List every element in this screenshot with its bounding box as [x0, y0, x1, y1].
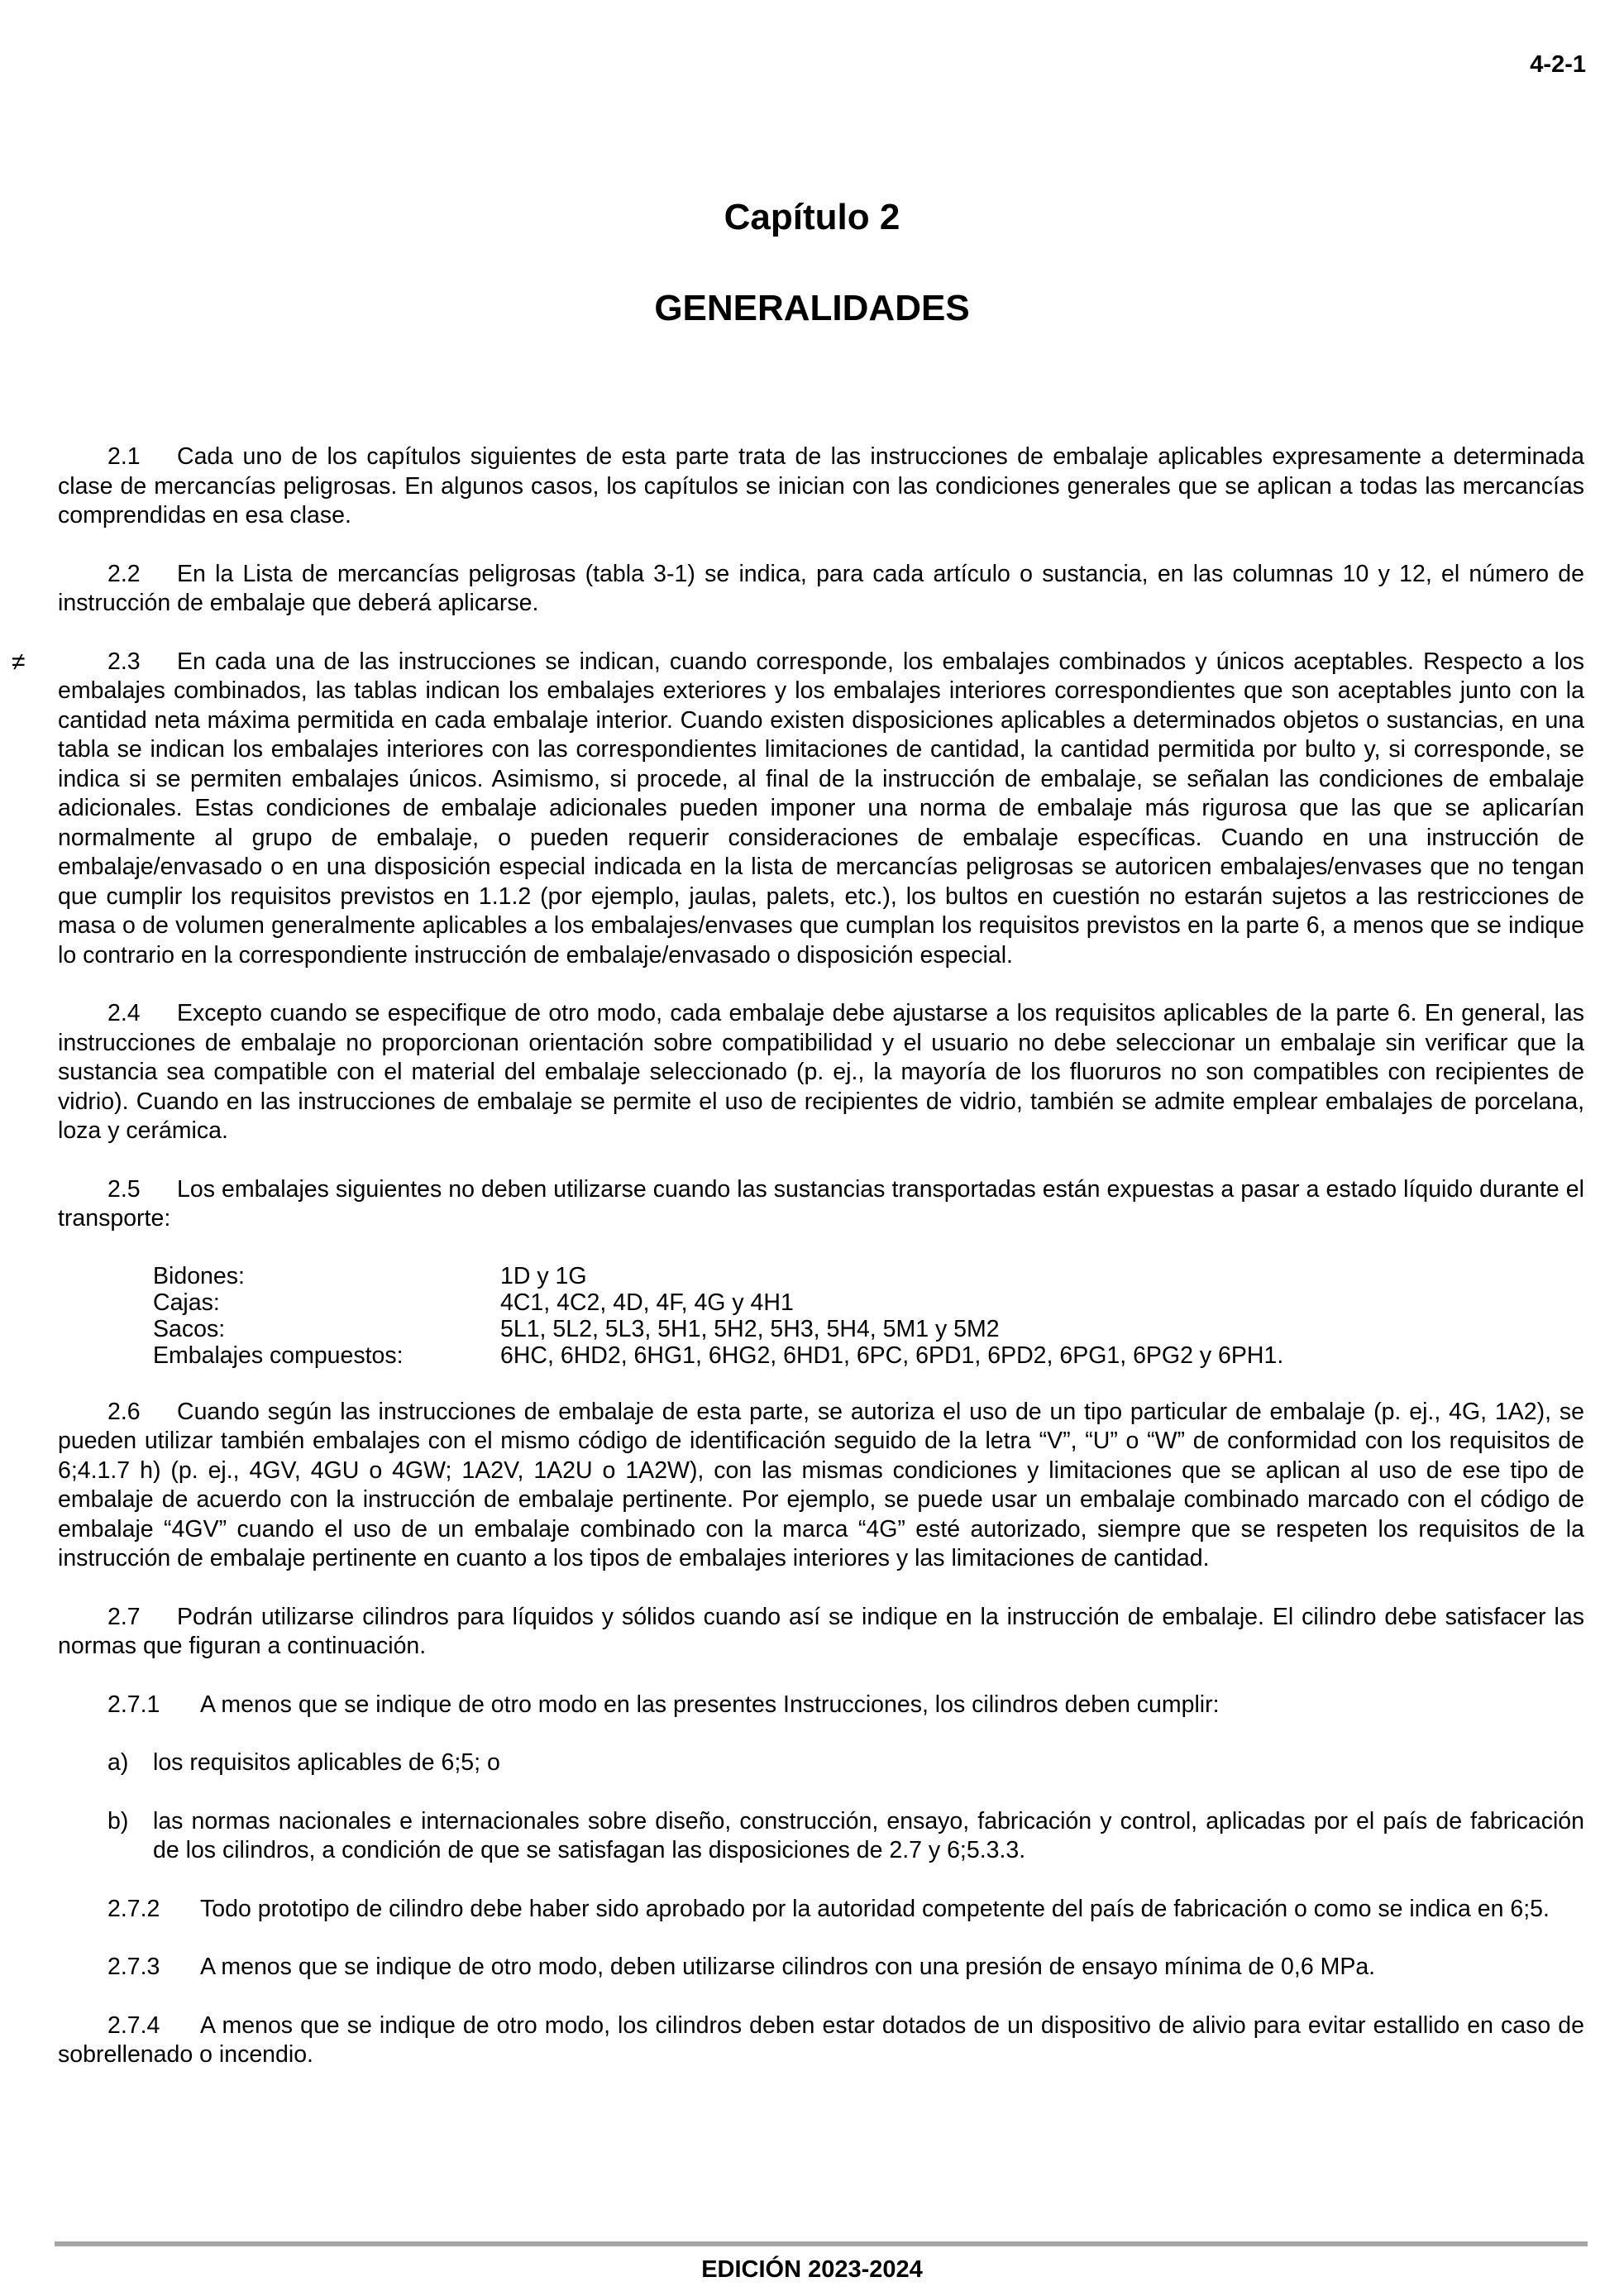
paragraph-number: 2.6: [107, 1398, 141, 1425]
paragraph-text: En cada una de las instrucciones se indican, cuando corresponde, los embalajes combinados y únicos aceptables. Respecto a los embalajes combinados, las tablas indican los embalajes exteriores y los embalajes interiores correspondientes que son aceptables junto con la cantidad neta máxima permitida en cada embalaje interior. Cuando existen disposiciones aplicables a determinados objetos o sustancias, en una tabla se indican los embalajes interiores con las correspondientes limitaciones de cantidad, la cantidad permitida por bulto y, si corresponde, se indica si se permiten embalajes únicos. Asimismo, si procede, al final de la instrucción de embalaje, se señalan las condiciones de embalaje adicionales. Estas condiciones de embalaje adicionales pueden imponer una norma de embalaje más rigurosa que las que se aplicarían normalmente al grupo de embalaje, o pueden requerir consideraciones de embalaje específicas. Cuando en una instrucción de embalaje/envasado o en una disposición especial indicada en la lista de mercancías peligrosas se autoricen embalajes/envases que no tengan que cumplir los requisitos previstos en 1.1.2 (por ejemplo, jaulas, palets, etc.), los bultos en cuestión no estarán sujetos a las restricciones de masa o de volumen generalmente aplicables a los embalajes/envases que cumplan los requisitos previstos en la parte 6, a menos que se indique lo contrario en la correspondiente instrucción de embalaje/envasado o disposición especial.: [58, 648, 1584, 969]
paragraph-number: 2.5: [107, 1175, 141, 1203]
chapter-title: Capítulo 2: [724, 197, 900, 237]
list-item-letter: b): [107, 1807, 129, 1834]
list-item: [58, 1807, 1584, 1866]
paragraph-2-7-1: [58, 1691, 1584, 1720]
paragraph-2-7: [58, 1603, 1584, 1662]
packaging-list: [153, 1263, 1283, 1369]
paragraph-text: Los embalajes siguientes no deben utilizarse cuando las sustancias transportadas están expuestas a pasar a estado líquido durante el transporte:: [58, 1175, 1584, 1232]
packaging-row: [153, 1316, 1283, 1342]
paragraph-text: En la Lista de mercancías peligrosas (tabla 3-1) se indica, para cada artículo o sustancia, en las columnas 10 y 12, el número de instrucción de embalaje que deberá aplicarse.: [58, 560, 1584, 616]
paragraph-2-2: [58, 560, 1584, 619]
packaging-type: Embalajes compuestos:: [153, 1342, 404, 1369]
packaging-type: Sacos:: [153, 1315, 226, 1342]
paragraph-2-7-3: [58, 1953, 1584, 1983]
paragraph-2-7-2: [58, 1895, 1584, 1925]
paragraph-number: 2.3: [107, 648, 141, 675]
paragraph-2-6: [58, 1398, 1584, 1574]
paragraph-number: 2.7.3: [107, 1954, 160, 1980]
paragraph-2-7-4: [58, 2011, 1584, 2070]
paragraph-text: A menos que se indique de otro modo, deben utilizarse cilindros con una presión de ensayo mínima de 0,6 MPa.: [200, 1954, 1376, 1980]
packaging-type: Cajas:: [153, 1289, 220, 1316]
paragraph-text: A menos que se indique de otro modo en las presentes Instrucciones, los cilindros deben cumplir:: [200, 1691, 1220, 1718]
packaging-codes: 1D y 1G: [500, 1262, 587, 1289]
change-mark: ≠: [12, 648, 26, 676]
chapter-subtitle: GENERALIDADES: [654, 288, 970, 328]
paragraph-2-1: [58, 442, 1584, 531]
paragraph-text: Cuando según las instrucciones de embalaje de esta parte, se autoriza el uso de un tipo particular de embalaje (p. ej., 4G, 1A2), se pueden utilizar también embalajes con el mismo código de identificación seguido de la letra “V”, “U” o “W” de conformidad con los requisitos de 6;4.1.7 h) (p. ej., 4GV, 4GU o 4GW; 1A2V, 1A2U o 1A2W), con las mismas condiciones y limitaciones que se aplican al uso de ese tipo de embalaje de acuerdo con la instrucción de embalaje pertinente. Por ejemplo, se puede usar un embalaje combinado marcado con el código de embalaje “4GV” cuando el uso de un embalaje combinado con la marca “4G” esté autorizado, siempre que se respeten los requisitos de la instrucción de embalaje pertinente en cuanto a los tipos de embalajes interiores y las limitaciones de cantidad.: [58, 1398, 1584, 1571]
list-item-letter: a): [107, 1749, 129, 1776]
page-number: 4-2-1: [1530, 51, 1586, 78]
edition-footer: EDICIÓN 2023-2024: [701, 2256, 923, 2283]
paragraph-number: 2.2: [107, 560, 141, 587]
paragraph-2-5: [58, 1175, 1584, 1234]
paragraph-2-3: [12, 648, 1584, 971]
footer-divider: [55, 2241, 1588, 2246]
packaging-type: Bidones:: [153, 1262, 245, 1289]
packaging-codes: 4C1, 4C2, 4D, 4F, 4G y 4H1: [500, 1289, 794, 1316]
packaging-codes: 6HC, 6HD2, 6HG1, 6HG2, 6HD1, 6PC, 6PD1, 6PD2, 6PG1, 6PG2 y 6PH1.: [500, 1342, 1284, 1369]
paragraph-number: 2.7.1: [107, 1691, 160, 1718]
paragraph-number: 2.7.2: [107, 1895, 160, 1922]
paragraph-text: A menos que se indique de otro modo, los cilindros deben estar dotados de un dispositivo de alivio para evitar estallido en caso de sobrellenado o incendio.: [58, 2011, 1584, 2068]
packaging-row: [153, 1263, 1283, 1289]
paragraph-text: Todo prototipo de cilindro debe haber sido aprobado por la autoridad competente del país de fabricación o como se indica en 6;5.: [200, 1895, 1550, 1922]
body-text: [12, 442, 1584, 2099]
packaging-row: [153, 1342, 1283, 1369]
paragraph-number: 2.7: [107, 1603, 141, 1630]
list-item-text: las normas nacionales e internacionales sobre diseño, construcción, ensayo, fabricación y control, aplicadas por el país de fabricación de los cilindros, a condición de que se satisfagan las disposiciones de 2.7 y 6;5.3.3.: [153, 1807, 1584, 1863]
list-item-text: los requisitos aplicables de 6;5; o: [153, 1749, 500, 1776]
packaging-row: [153, 1289, 1283, 1316]
paragraph-number: 2.7.4: [107, 2011, 160, 2039]
list-item: [58, 1748, 1584, 1778]
paragraph-2-4: [58, 999, 1584, 1146]
paragraph-number: 2.1: [107, 443, 141, 470]
paragraph-text: Podrán utilizarse cilindros para líquidos y sólidos cuando así se indique en la instrucción de embalaje. El cilindro debe satisfacer las normas que figuran a continuación.: [58, 1603, 1584, 1659]
paragraph-number: 2.4: [107, 1000, 141, 1026]
paragraph-text: Cada uno de los capítulos siguientes de esta parte trata de las instrucciones de embalaje aplicables expresamente a determinada clase de mercancías peligrosas. En algunos casos, los capítulos se inician con las condiciones generales que se aplican a todas las mercancías comprendidas en esa clase.: [58, 443, 1584, 529]
packaging-codes: 5L1, 5L2, 5L3, 5H1, 5H2, 5H3, 5H4, 5M1 y 5M2: [500, 1315, 1000, 1342]
paragraph-text: Excepto cuando se especifique de otro modo, cada embalaje debe ajustarse a los requisitos aplicables de la parte 6. En general, las instrucciones de embalaje no proporcionan orientación sobre compatibilidad y el usuario no debe seleccionar un embalaje sin verificar que la sustancia sea compatible con el material del embalaje seleccionado (p. ej., la mayoría de los fluoruros no son compatibles con recipientes de vidrio). Cuando en las instrucciones de embalaje se permite el uso de recipientes de vidrio, también se admite emplear embalajes de porcelana, loza y cerámica.: [58, 1000, 1584, 1144]
